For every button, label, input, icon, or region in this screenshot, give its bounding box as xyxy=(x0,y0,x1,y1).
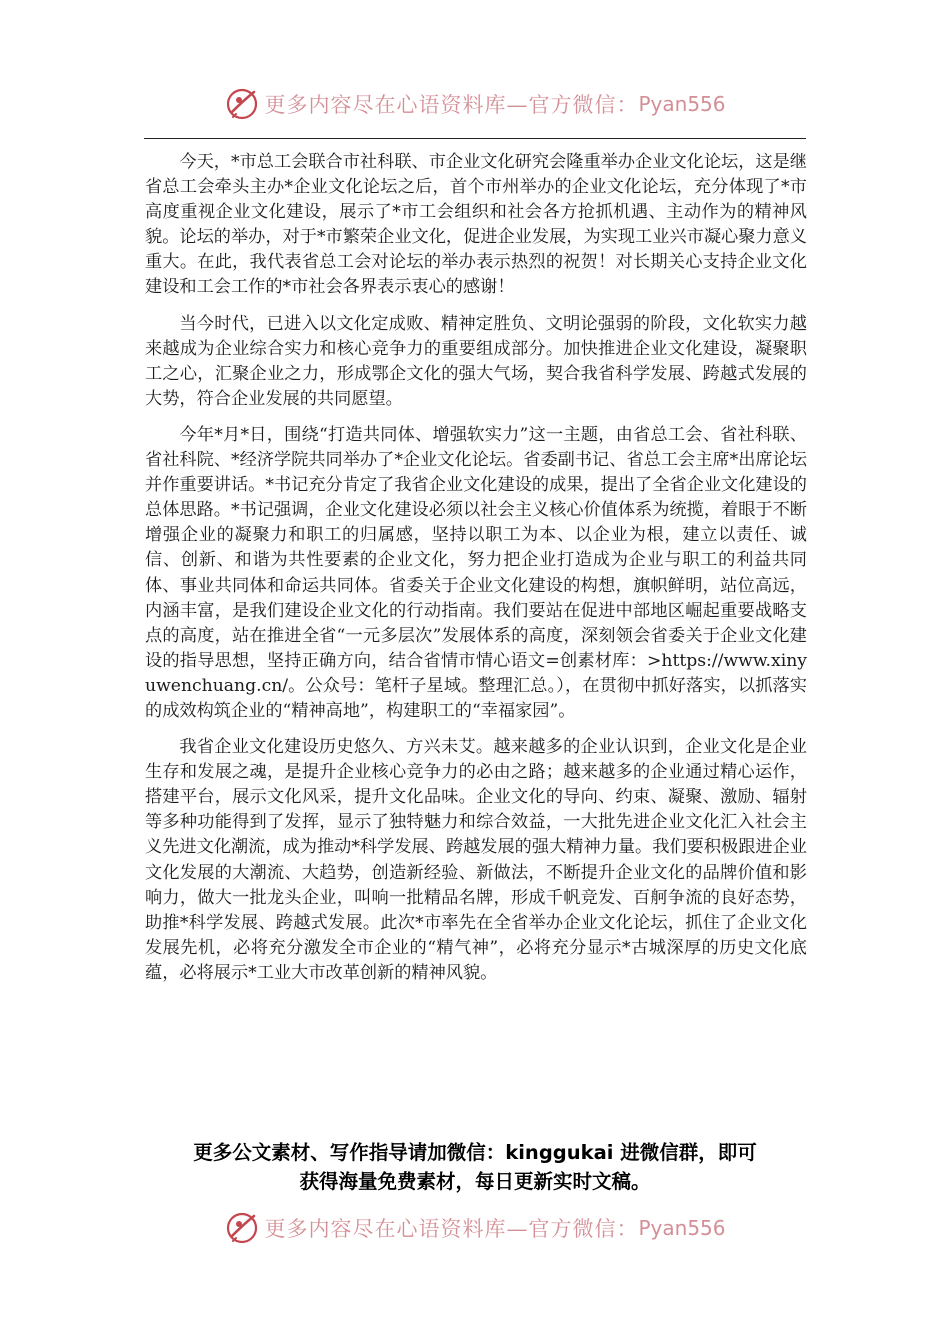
promo-block xyxy=(0,1138,950,1196)
header-divider xyxy=(144,138,806,139)
footer-banner xyxy=(0,1208,950,1248)
banner-text: 更多内容尽在心语资料库—官方微信： xyxy=(264,93,639,117)
header-banner xyxy=(0,84,950,124)
paragraph: 当今时代，已进入以文化定成败、精神定胜负、文明论强弱的阶段，文化软实力越来越成为企业综合实力和核心竞争力的重要组成部分。加快推进企业文化建设，凝聚职工之心，汇聚企业之力，形成鄂企文化的强大气场，契合我省科学发展、跨越式发展的大势，符合企业发展的共同愿望。 xyxy=(145,313,807,409)
promo-line-2: 获得海量免费素材，每日更新实时文稿。 xyxy=(299,1170,651,1193)
banner-text: 更多内容尽在心语资料库—官方微信： xyxy=(264,1217,639,1241)
banner-wechat-id: Pyan556 xyxy=(638,1216,726,1240)
article-body xyxy=(145,150,807,997)
paragraph: 我省企业文化建设历史悠久、方兴未艾。越来越多的企业认识到，企业文化是企业生存和发展之魂，是提升企业核心竞争力的必由之路；越来越多的企业通过精心运作，搭建平台，展示文化风采，提升文化品味。企业文化的导向、约束、凝聚、激励、辐射等多种功能得到了发挥，显示了独特魅力和综合效益，一大批先进企业文化汇入社会主义先进文化潮流，成为推动*科学发展、跨越发展的强大精神力量。我们要积极跟进企业文化发展的大潮流、大趋势，创造新经验、新做法，不断提升企业文化的品牌价值和影响力，做大一批龙头企业，叫响一批精品名牌，形成千帆竞发、百舸争流的良好态势，助推*科学发展、跨越式发展。此次*市率先在全省举办企业文化论坛，抓住了企业文化发展先机，必将充分激发全市企业的“精气神”，必将充分显示*古城深厚的历史文化底蕴，必将展示*工业大市改革创新的精神风貌。 xyxy=(145,737,807,983)
pen-logo-icon xyxy=(224,1210,260,1246)
banner-wechat-id: Pyan556 xyxy=(638,92,726,116)
paragraph: 今天，*市总工会联合市社科联、市企业文化研究会隆重举办企业文化论坛，这是继省总工会牵头主办*企业文化论坛之后，首个市州举办的企业文化论坛，充分体现了*市高度重视企业文化建设，展示了*市工会组织和社会各方抢抓机遇、主动作为的精神风貌。论坛的举办，对于*市繁荣企业文化，促进企业发展，为实现工业兴市凝心聚力意义重大。在此，我代表省总工会对论坛的举办表示热烈的祝贺！对长期关心支持企业文化建设和工会工作的*市社会各界表示衷心的感谢！ xyxy=(145,152,807,298)
pen-logo-icon xyxy=(224,86,260,122)
paragraph: 今年*月*日，围绕“打造共同体、增强软实力”这一主题，由省总工会、省社科联、省社科院、*经济学院共同举办了*企业文化论坛。省委副书记、省总工会主席*出席论坛并作重要讲话。*书记充分肯定了我省企业文化建设的成果，提出了全省企业文化建设的总体思路。*书记强调，企业文化建设必须以社会主义核心价值体系为统揽，着眼于不断增强企业的凝聚力和职工的归属感，坚持以职工为本、以企业为根，建立以责任、诚信、创新、和谐为共性要素的企业文化，努力把企业打造成为企业与职工的利益共同体、事业共同体和命运共同体。省委关于企业文化建设的构想，旗帜鲜明，站位高远，内涵丰富，是我们建设企业文化的行动指南。我们要站在促进中部地区崛起重要战略支点的高度，站在推进全省“一元多层次”发展体系的高度，深刻领会省委关于企业文化建设的指导思想，坚持正确方向，结合省情市情心语文=创素材库：>https://www.xinyuwenchuang.cn/。公众号：笔杆子星域。整理汇总。），在贯彻中抓好落实，以抓落实的成效构筑企业的“精神高地”，构建职工的“幸福家园”。 xyxy=(145,424,807,721)
promo-line-1: 更多公文素材、写作指导请加微信：kinggukai 进微信群，即可 xyxy=(193,1141,757,1164)
